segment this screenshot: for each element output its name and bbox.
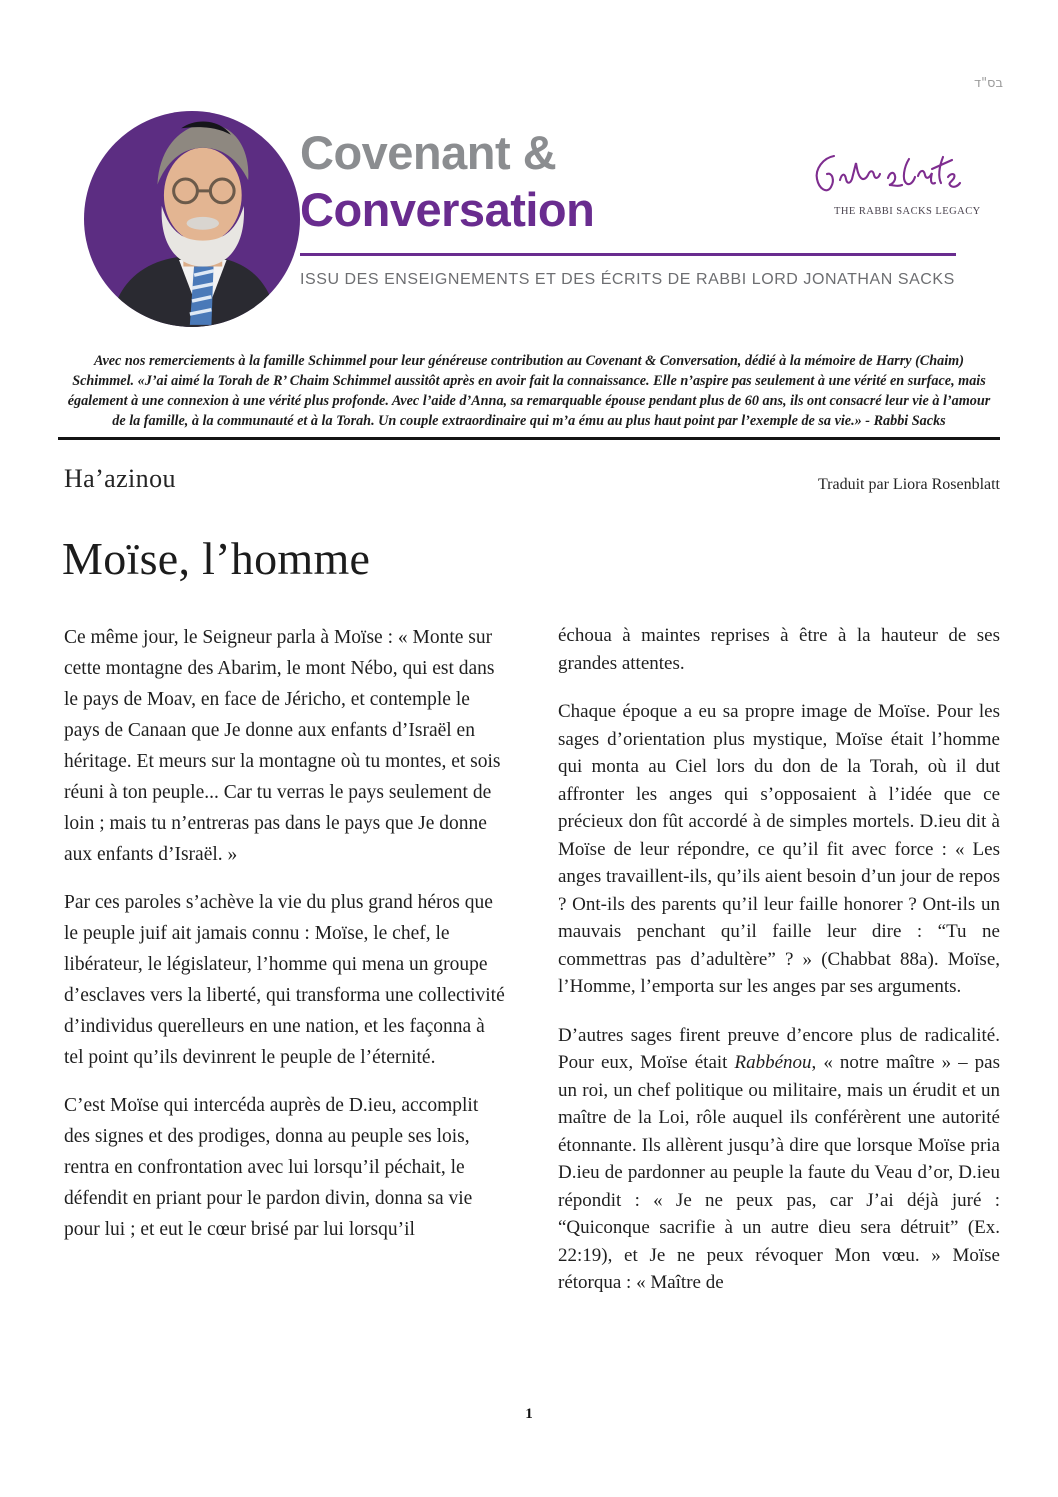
paragraph-right-2: Chaque époque a eu sa propre image de Moïse. Pour les sages d’orientation plus mystique, Moïse était l’homme qui monta au Ciel lors du don de la Torah, où il dut affronter les anges qui s’opposaient à l’idée que ce précieux don fût accordé à de simples mortels. D.ieu dit à Moïse de leur répondre, ce qu’il fit avec force : « Les anges travaillent-ils, qu’ils aient besoin d’un jour de repos ? Ont-ils des parents qu’il leur faille honorer ? Ont-ils un mauvais penchant qu’il faille leur dire : “Tu ne commettras pas d’adultère” ? » (Chabbat 88a). Moïse, l’Homme, l’emporta sur les anges par ses arguments. [558, 701, 1000, 997]
paragraph-left-2: Par ces paroles s’achève la vie du plus grand héros que le peuple juif ait jamais connu : Moïse, le chef, le libérateur, le législateur, l’homme qui mena un groupe d’esclaves vers la liberté, qui transforma une collectivité d’individus querelleurs en une nation, et les façonna à tel point qu’ils devinrent le peuple de l’éternité. [64, 892, 505, 1068]
rabbi-sacks-portrait [84, 111, 300, 327]
translator-credit: Traduit par Liora Rosenblatt [817, 476, 1000, 493]
legacy-label: THE RABBI SACKS LEGACY [834, 206, 981, 217]
brand-divider [300, 253, 956, 256]
brand-title-line1: Covenant & [300, 126, 557, 179]
portrait-illustration [84, 111, 300, 327]
article-title: Moïse, l’homme [62, 533, 371, 584]
paragraph-right-1: échoua à maintes reprises à être à la hauteur de ses grandes attentes. [558, 625, 1000, 674]
page-number: 1 [525, 1406, 533, 1422]
left-column [64, 622, 506, 1297]
horizontal-rule [58, 437, 1000, 440]
brand-title-line2: Conversation [300, 183, 595, 236]
dedication-note: Avec nos remerciements à la famille Schimmel pour leur généreuse contribution au Covenant & Conversation, dédié à la mémoire de Harry (Chaim) Schimmel. «J’ai aimé la Torah de R’ Chaim Schimmel aussitôt après en avoir fait la connaissance. Elle n’aspire pas seulement à une vérité en surface, mais également à une connexion à une vérité plus profonde. Avec l’aide d’Anna, sa remarquable épouse pendant plus de 60 ans, ils ont consacré leur vie à l’amour de la famille, à la communauté et à la Torah. Un couple extraordinaire qui m’a ému au plus haut point par l’exemple de sa vie.» - Rabbi Sacks [67, 353, 991, 429]
masthead-tagline: ISSU DES ENSEIGNEMENTS ET DES ÉCRITS DE RABBI LORD JONATHAN SACKS [300, 271, 955, 288]
jonathan-sacks-signature-icon [810, 150, 968, 200]
hebrew-bsd-mark: בס"ד [973, 76, 1003, 91]
parasha-name: Ha’azinou [64, 464, 176, 493]
rabbi-sacks-legacy-logo [810, 150, 980, 217]
right-column [558, 622, 1000, 1297]
paragraph-left-1: Ce même jour, le Seigneur parla à Moïse : « Monte sur cette montagne des Abarim, le mont Nébo, qui est dans le pays de Moav, en face de Jéricho, et contemple le pays de Canaan que Je donne aux enfants d’Israël en héritage. Et meurs sur la montagne où tu montes, et sois réuni à ton peuple... Car tu verras le pays seulement de loin ; mais tu n’entreras pas dans le pays que Je donne aux enfants d’Israël. » [64, 627, 501, 865]
article-body [64, 622, 1000, 1297]
article-meta [64, 464, 1000, 494]
paragraph-left-3: C’est Moïse qui intercéda auprès de D.ieu, accomplit des signes et des prodiges, donna au peuple ses lois, rentra en confrontation avec lui lorsqu’il péchait, le défendit en priant pour le pardon divin, donna sa vie pour lui ; et eut le cœur brisé par lui lorsqu’il [64, 1095, 479, 1240]
paragraph-right-3: D’autres sages firent preuve d’encore plus de radicalité. Pour eux, Moïse était Rabbénou, « notre maître » – pas un roi, un chef politique ou militaire, mais un érudit et un maître de la Loi, rôle auquel ils conférèrent une autorité étonnante. Ils allèrent jusqu’à dire que lorsque Moïse pria D.ieu de pardonner au peuple la faute du Veau d’or, D.ieu répondit : « Je ne peux pas, car J’ai déjà juré : “Quiconque sacrifie à un autre dieu sera détruit” (Ex. 22:19), et Je ne peux révoquer Mon vœu. » Moïse rétorqua : « Maître de [558, 1024, 1001, 1293]
